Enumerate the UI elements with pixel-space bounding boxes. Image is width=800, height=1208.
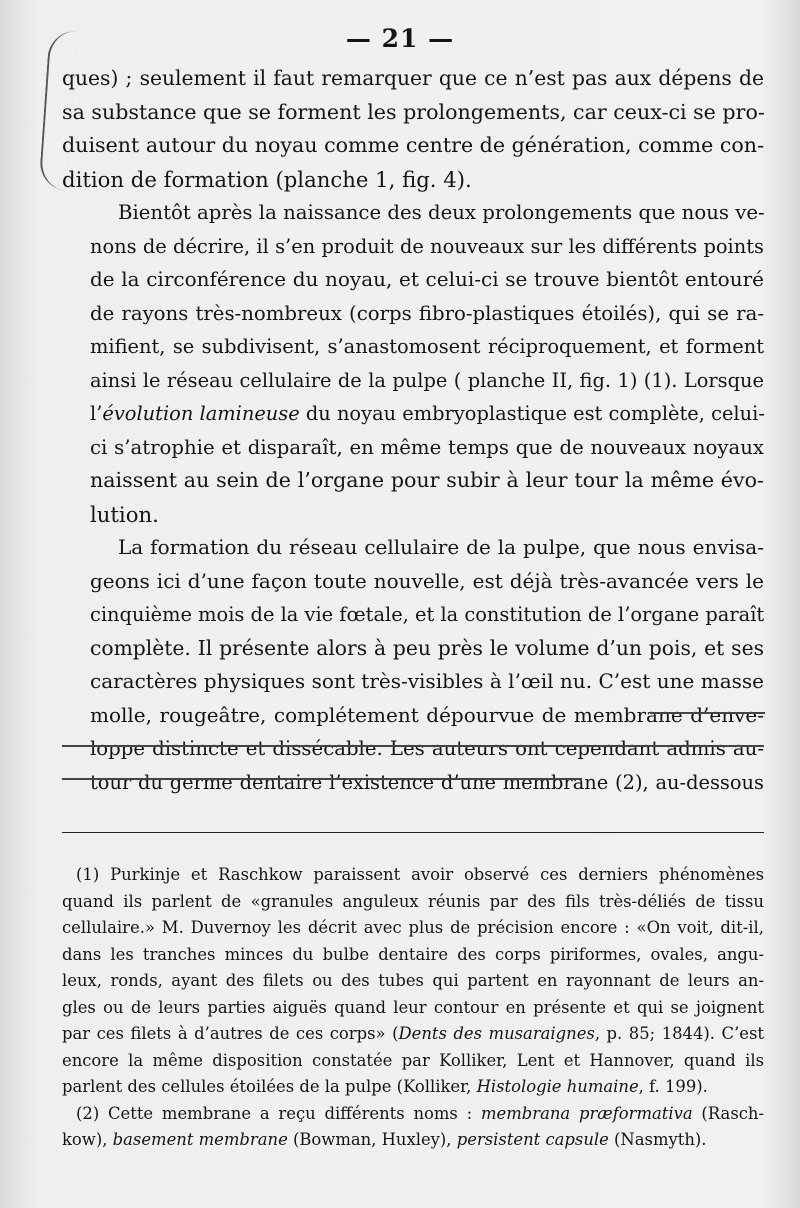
text-line: mifient, se subdivisent, s’anastomosent réciproquement, et forment <box>90 335 764 358</box>
text-line: dition de formation (planche 1, fig. 4). <box>62 166 472 192</box>
footnote-line: kow), basement membrane (Bowman, Huxley), persistent capsule (Nasmyth). <box>62 1130 707 1149</box>
text-line: lution. <box>90 501 159 527</box>
text-line: de rayons très-nombreux (corps fibro-plastiques étoilés), qui se ra- <box>90 301 764 325</box>
main-text <box>62 62 764 799</box>
pencil-underline <box>650 712 765 714</box>
text-line: ci s’atrophie et disparaît, en même temps que de nouveaux noyaux <box>90 435 764 459</box>
text-line: ques) ; seulement il faut remarquer que ce n’est pas aux dépens de <box>62 66 764 90</box>
footnotes <box>62 862 764 1154</box>
page-number: — 21 — <box>345 24 455 53</box>
footnote-line: encore la même disposition constatée par Kolliker, Lent et Hannover, quand ils <box>62 1050 764 1070</box>
text-line: naissent au sein de l’organe pour subir à leur tour la même évo- <box>90 468 764 492</box>
paragraph <box>62 196 764 531</box>
footnote-line: leux, ronds, ayant des filets ou des tubes qui partent en rayonnant de leurs an- <box>62 971 764 990</box>
footnote-line: parlent des cellules étoilées de la pulpe (Kolliker, Histologie humaine, f. 199). <box>62 1077 708 1096</box>
footnote <box>62 862 764 1101</box>
footnote-separator <box>62 832 764 833</box>
paragraph <box>62 62 764 196</box>
footnote-line: dans les tranches minces du bulbe dentaire des corps piriformes, ovales, angu- <box>62 944 764 964</box>
text-line: caractères physiques sont très-visibles à l’œil nu. C’est une masse <box>90 669 764 693</box>
text-line: La formation du réseau cellulaire de la pulpe, que nous envisa- <box>118 535 764 559</box>
footnote-line: par ces filets à d’autres de ces corps» (Dents des musaraignes, p. 85; 1844). C’est <box>62 1024 764 1043</box>
text-line: molle, rougeâtre, complétement dépourvue de membrane d’enve- <box>90 702 764 727</box>
text-line: cinquième mois de la vie fœtale, et la constitution de l’organe paraît <box>90 603 765 626</box>
text-line: loppe distincte et dissécable. Les auteurs ont cependant admis au- <box>90 737 764 760</box>
pencil-underline <box>62 745 764 747</box>
text-line: de la circonférence du noyau, et celui-ci se trouve bientôt entouré <box>90 267 764 291</box>
footnote-line: (2) Cette membrane a reçu différents noms : membrana præformativa (Rasch- <box>76 1103 765 1123</box>
footnote-line: (1) Purkinje et Raschkow paraissent avoir observé ces derniers phénomènes <box>76 865 764 884</box>
text-line: geons ici d’une façon toute nouvelle, est déjà très-avancée vers le <box>90 568 764 593</box>
paragraph <box>62 531 764 799</box>
text-line: ainsi le réseau cellulaire de la pulpe ( planche II, fig. 1) (1). Lorsque <box>90 368 764 392</box>
text-line: duisent autour du noyau comme centre de génération, comme con- <box>62 133 765 157</box>
text-line: tour du germe dentaire l’existence d’une membrane (2), au-dessous <box>90 770 764 794</box>
pencil-underline <box>62 778 582 780</box>
text-line: complète. Il présente alors à peu près le volume d’un pois, et ses <box>90 635 764 660</box>
text-line: nons de décrire, il s’en produit de nouveaux sur les différents points <box>90 234 764 258</box>
footnote <box>62 1101 764 1154</box>
text-line: Bientôt après la naissance des deux prolongements que nous ve- <box>118 201 765 224</box>
text-line: sa substance que se forment les prolongements, car ceux-ci se pro- <box>62 99 765 124</box>
text-line: l’évolution lamineuse du noyau embryoplastique est complète, celui- <box>90 402 765 425</box>
footnote-line: gles ou de leurs parties aiguës quand leur contour en présente et qui se joignent <box>62 997 764 1017</box>
footnote-line: cellulaire.» M. Duvernoy les décrit avec plus de précision encore : «On voit, dit-il, <box>62 918 764 937</box>
footnote-line: quand ils parlent de «granules anguleux réunis par des fils très-déliés de tissu <box>62 891 764 911</box>
